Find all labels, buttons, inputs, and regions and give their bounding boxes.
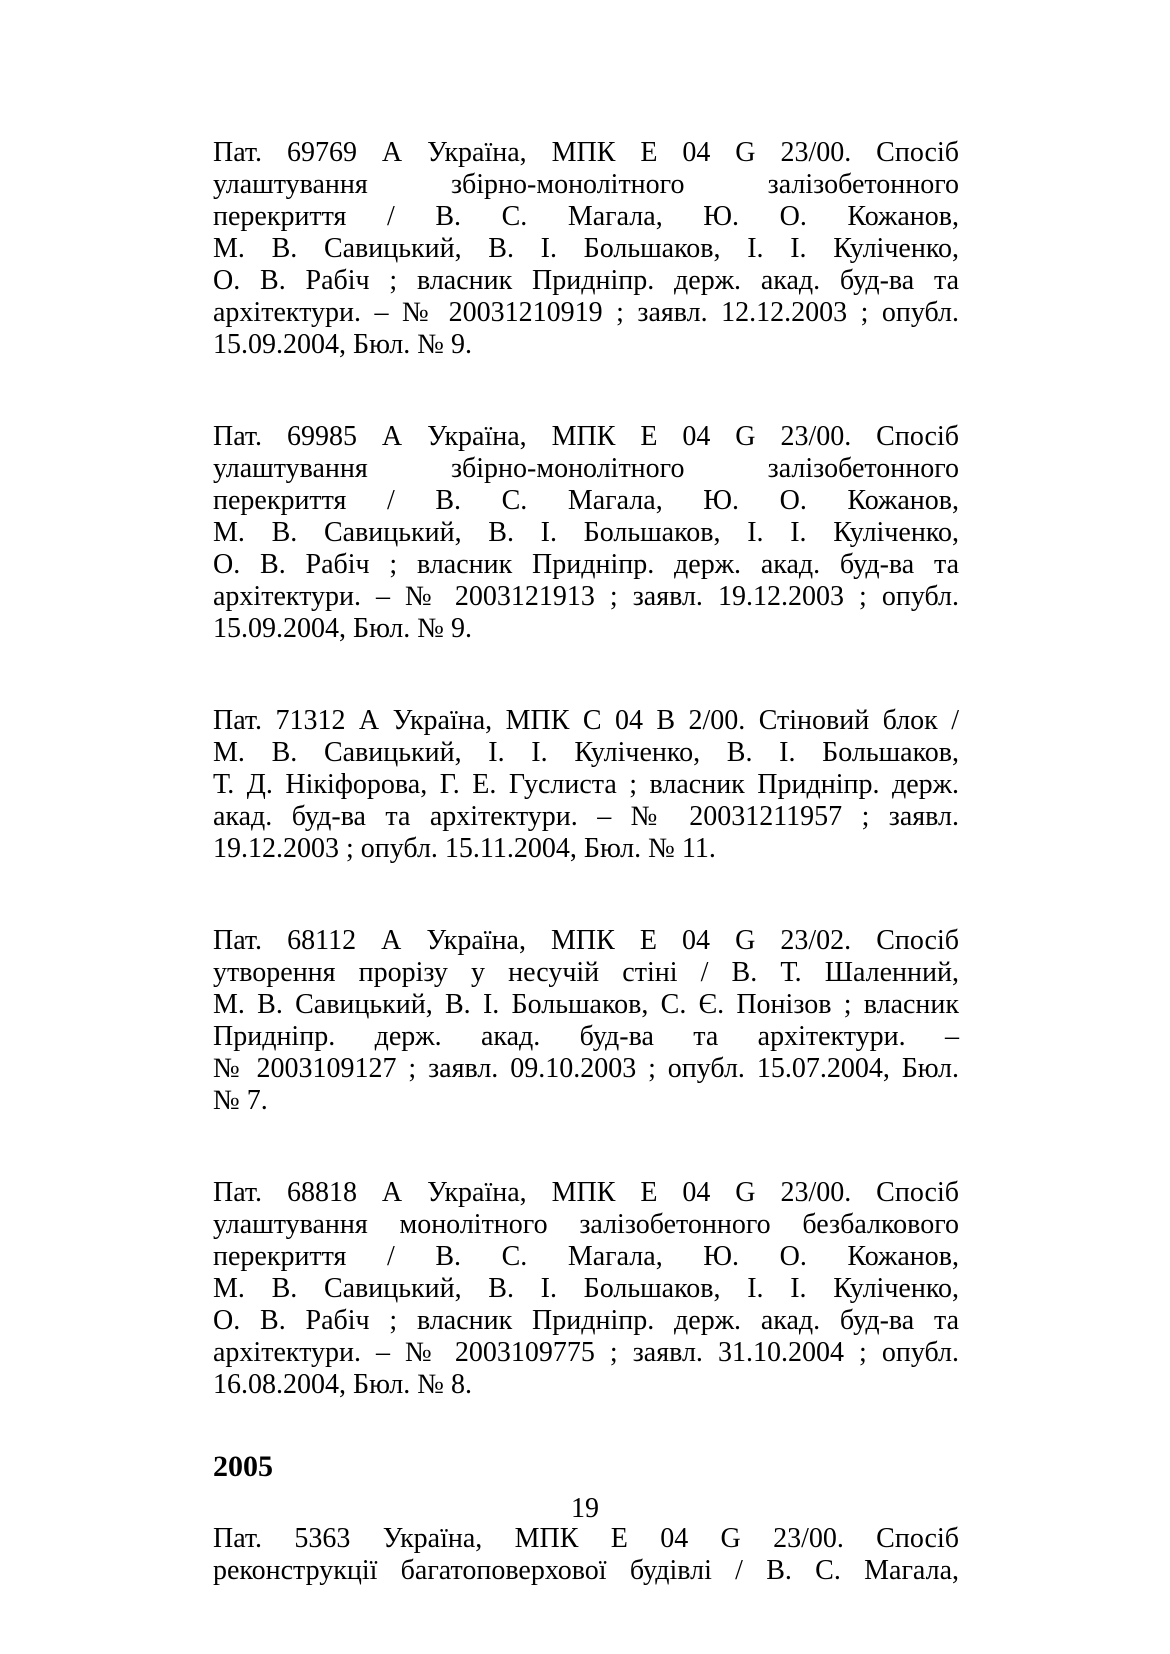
entry-line: Пат. 5363 Україна, МПК E 04 G 23/00. Спосіб xyxy=(213,1523,959,1554)
entry-line: 15.09.2004, Бюл. № 9. xyxy=(213,329,472,360)
entry-line: М. В. Савицький, В. І. Большаков, С. Є. Понізов ; власник xyxy=(213,989,959,1020)
entry-line: утворення прорізу у несучій стіні / В. Т. Шаленний, xyxy=(213,957,959,988)
entry-line: Придніпр. держ. акад. буд-ва та архітектури. – xyxy=(213,1021,959,1052)
patent-entry xyxy=(213,705,959,865)
entry-line: Т. Д. Нікіфорова, Г. Е. Гуслиста ; власник Придніпр. держ. xyxy=(213,769,959,800)
page-body xyxy=(213,137,959,1587)
patent-entry xyxy=(213,421,959,645)
year-heading: 2005 xyxy=(213,1450,273,1483)
entry-line: № 2003109127 ; заявл. 09.10.2003 ; опубл. 15.07.2004, Бюл. xyxy=(213,1053,959,1084)
entry-line: архітектури. – № 2003109775 ; заявл. 31.10.2004 ; опубл. xyxy=(213,1337,959,1368)
entry-line: О. В. Рабіч ; власник Придніпр. держ. акад. буд-ва та xyxy=(213,549,959,580)
entry-line: М. В. Савицький, І. І. Куліченко, В. І. Большаков, xyxy=(213,737,959,768)
entry-line: О. В. Рабіч ; власник Придніпр. держ. акад. буд-ва та xyxy=(213,265,959,296)
entry-line: Пат. 68818 А Україна, МПК E 04 G 23/00. Спосіб xyxy=(213,1177,959,1208)
patent-list-2005 xyxy=(213,1523,959,1587)
patent-entry xyxy=(213,1177,959,1401)
entry-line: Пат. 69769 А Україна, МПК E 04 G 23/00. Спосіб xyxy=(213,137,959,168)
entry-line: Пат. 69985 А Україна, МПК E 04 G 23/00. Спосіб xyxy=(213,421,959,452)
entry-line: Пат. 68112 А Україна, МПК E 04 G 23/02. Спосіб xyxy=(213,925,959,956)
entry-line: М. В. Савицький, В. І. Большаков, І. І. Куліченко, xyxy=(213,233,959,264)
entry-line: перекриття / В. С. Магала, Ю. О. Кожанов, xyxy=(213,485,959,516)
entry-line: М. В. Савицький, В. І. Большаков, І. І. Куліченко, xyxy=(213,1273,959,1304)
entry-line: перекриття / В. С. Магала, Ю. О. Кожанов, xyxy=(213,201,959,232)
entry-line: архітектури. – № 20031210919 ; заявл. 12.12.2003 ; опубл. xyxy=(213,297,959,328)
entry-line: улаштування збірно-монолітного залізобетонного xyxy=(213,453,959,484)
entry-line: архітектури. – № 2003121913 ; заявл. 19.12.2003 ; опубл. xyxy=(213,581,959,612)
patent-entry xyxy=(213,137,959,361)
entry-line: № 7. xyxy=(213,1085,268,1116)
entry-line: 16.08.2004, Бюл. № 8. xyxy=(213,1369,472,1400)
entry-line: О. В. Рабіч ; власник Придніпр. держ. акад. буд-ва та xyxy=(213,1305,959,1336)
entry-line: акад. буд-ва та архітектури. – № 20031211957 ; заявл. xyxy=(213,801,959,832)
entry-line: 15.09.2004, Бюл. № 9. xyxy=(213,613,472,644)
entry-line: М. В. Савицький, В. І. Большаков, І. І. Куліченко, xyxy=(213,517,959,548)
entry-line: улаштування монолітного залізобетонного безбалкового xyxy=(213,1209,959,1240)
entry-line: реконструкції багатоповерхової будівлі / В. С. Магала, xyxy=(213,1555,959,1586)
patent-entry xyxy=(213,925,959,1117)
entry-line: 19.12.2003 ; опубл. 15.11.2004, Бюл. № 11. xyxy=(213,833,716,864)
entry-line: улаштування збірно-монолітного залізобетонного xyxy=(213,169,959,200)
entry-line: Пат. 71312 А Україна, МПК C 04 B 2/00. Стіновий блок / xyxy=(213,705,959,736)
page-number: 19 xyxy=(571,1493,599,1524)
patent-list-2004 xyxy=(213,137,959,1401)
patent-entry xyxy=(213,1523,959,1587)
entry-line: перекриття / В. С. Магала, Ю. О. Кожанов, xyxy=(213,1241,959,1272)
